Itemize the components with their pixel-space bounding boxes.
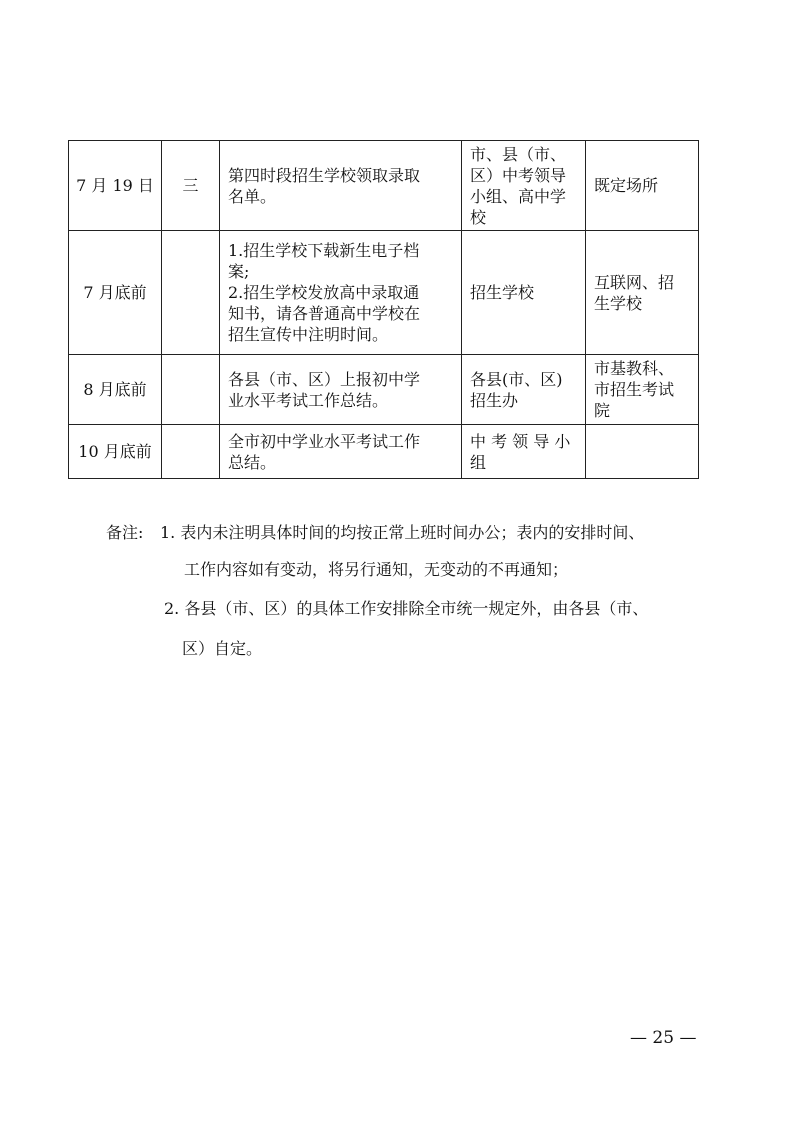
responsible-cell: 中 考 领 导 小 组 bbox=[462, 425, 586, 479]
note-item-2-line-1: 2. 各县（市、区）的具体工作安排除全市统一规定外，由各县（市、 bbox=[164, 599, 649, 618]
date-cell: 7 月 19 日 bbox=[69, 141, 162, 231]
location-cell: 互联网、招 生学校 bbox=[586, 231, 699, 355]
note-item-1-line-1: 1. 表内未注明具体时间的均按正常上班时间办公；表内的安排时间、 bbox=[160, 523, 645, 542]
note-item-2-line-2: 区）自定。 bbox=[182, 639, 263, 658]
segment-cell bbox=[162, 425, 220, 479]
table-row bbox=[69, 231, 699, 355]
date-cell: 10 月底前 bbox=[69, 425, 162, 479]
segment-cell: 三 bbox=[162, 141, 220, 231]
table-row bbox=[69, 355, 699, 425]
note-item-1-line-2: 工作内容如有变动，将另行通知，无变动的不再通知； bbox=[184, 560, 569, 579]
date-cell: 8 月底前 bbox=[69, 355, 162, 425]
location-cell: 市基教科、 市招生考试 院 bbox=[586, 355, 699, 425]
segment-cell bbox=[162, 355, 220, 425]
page-number: — 25 — bbox=[630, 1028, 697, 1048]
content-cell: 1.招生学校下载新生电子档 案; 2.招生学校发放高中录取通 知书，请各普通高中学校在 招生宣传中注明时间。 bbox=[220, 231, 462, 355]
segment-cell bbox=[162, 231, 220, 355]
location-cell: 既定场所 bbox=[586, 141, 699, 231]
responsible-cell: 招生学校 bbox=[462, 231, 586, 355]
content-cell: 全市初中学业水平考试工作 总结。 bbox=[220, 425, 462, 479]
table-row bbox=[69, 425, 699, 479]
table-row bbox=[69, 141, 699, 231]
date-cell: 7 月底前 bbox=[69, 231, 162, 355]
schedule-table bbox=[68, 140, 699, 479]
content-cell: 各县（市、区）上报初中学 业水平考试工作总结。 bbox=[220, 355, 462, 425]
responsible-cell: 市、县（市、 区）中考领导 小组、高中学 校 bbox=[462, 141, 586, 231]
location-cell bbox=[586, 425, 699, 479]
content-cell: 第四时段招生学校领取录取 名单。 bbox=[220, 141, 462, 231]
notes-prefix: 备注: bbox=[106, 523, 144, 542]
responsible-cell: 各县(市、区) 招生办 bbox=[462, 355, 586, 425]
